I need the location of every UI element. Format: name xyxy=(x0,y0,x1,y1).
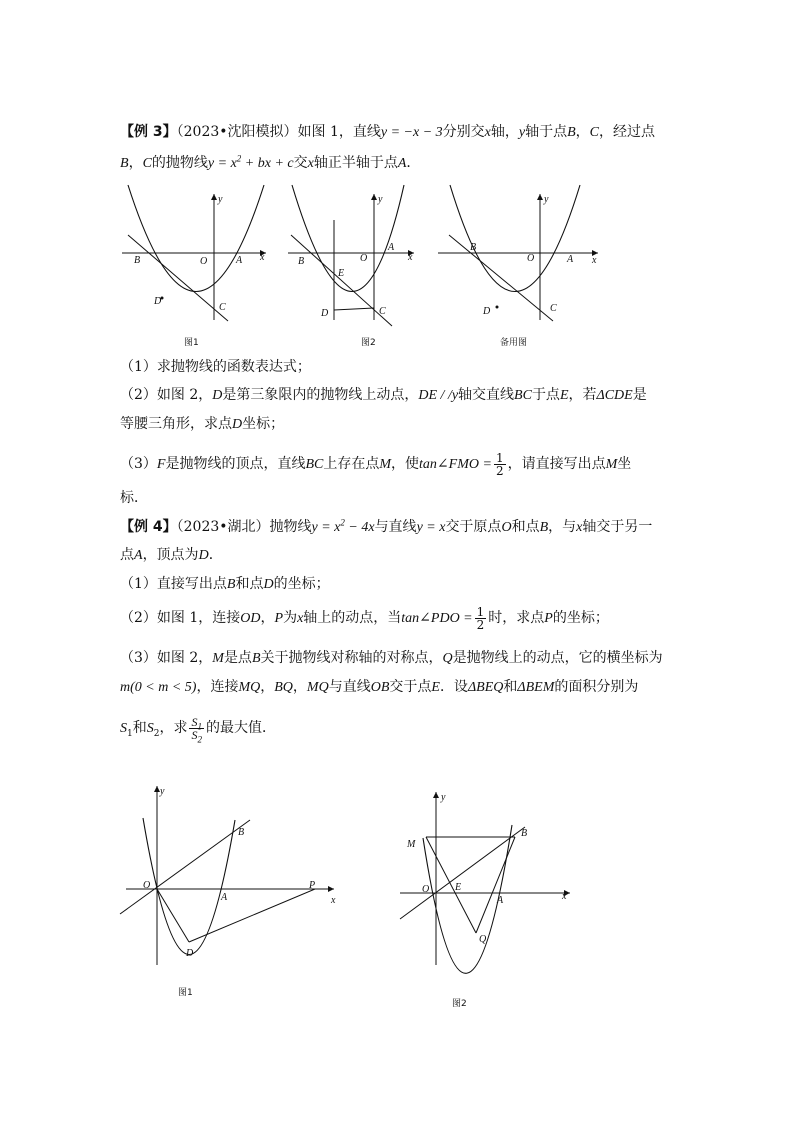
math: P xyxy=(274,611,284,626)
ex4-figure-2 xyxy=(400,792,570,1009)
text: 轴交于另一 xyxy=(582,519,653,535)
label-y: y xyxy=(160,786,165,797)
text: ，求 xyxy=(159,720,188,736)
segment-od xyxy=(157,889,189,942)
text: 的坐标； xyxy=(273,576,330,592)
label-b: B xyxy=(521,828,528,839)
text: 标． xyxy=(120,490,148,506)
label-b: B xyxy=(298,256,305,267)
label-y: y xyxy=(544,194,549,205)
denominator: 2 xyxy=(495,463,504,478)
label-x: x xyxy=(408,252,413,263)
math: A xyxy=(397,156,407,171)
exponent: 2 xyxy=(236,153,242,164)
label-o: O xyxy=(143,880,151,891)
math: S xyxy=(191,727,198,742)
label-d: D xyxy=(186,948,194,959)
text: ， xyxy=(128,155,143,171)
label-a: A xyxy=(236,255,243,266)
math: y = x xyxy=(311,520,341,535)
line-bc xyxy=(291,235,392,326)
caption-fig2: 图2 xyxy=(452,999,467,1009)
label-a: A xyxy=(221,892,228,903)
math: + bx + c xyxy=(244,156,294,171)
ex3-source: （2023•沈阳模拟） xyxy=(176,124,298,140)
text: （1）直接写出点 xyxy=(120,576,227,592)
math: S xyxy=(146,721,154,736)
text: 是抛物线上的动点，它的横坐标为 xyxy=(452,650,663,666)
math: x xyxy=(307,156,314,171)
y-arrow-icon xyxy=(211,194,217,200)
math: D xyxy=(232,417,243,432)
ex4-line-1 xyxy=(120,517,680,538)
ex4-source: （2023•湖北） xyxy=(176,519,270,535)
math-para-eq xyxy=(311,517,375,535)
text: ，若 xyxy=(568,387,597,403)
subscript: 2 xyxy=(153,728,160,739)
line-ob xyxy=(400,827,528,919)
text: 是抛物线的顶点，直线 xyxy=(165,456,306,472)
text: ，顶点为 xyxy=(142,547,199,563)
segment-dp xyxy=(189,889,315,942)
math: MQ xyxy=(238,680,261,695)
math: M xyxy=(605,457,618,472)
text: 分别交 xyxy=(442,124,485,140)
y-arrow-icon xyxy=(371,194,377,200)
math: y = x xyxy=(207,156,237,171)
ex4-line-2 xyxy=(120,545,680,566)
line-bc xyxy=(449,235,553,321)
math: tan∠FMO = xyxy=(419,457,492,472)
ex4-q1 xyxy=(120,574,680,595)
text: 关于抛物线对称轴的对称点， xyxy=(260,650,443,666)
text: 是 xyxy=(632,387,647,403)
label-c: C xyxy=(219,302,226,313)
label-c: C xyxy=(550,303,557,314)
denominator: 2 xyxy=(476,617,485,632)
math: D xyxy=(212,388,223,403)
math: C xyxy=(142,156,152,171)
math: D xyxy=(198,548,209,563)
text: 的最大值． xyxy=(205,720,276,736)
text: 和点 xyxy=(511,519,540,535)
label-a: A xyxy=(497,895,504,906)
label-o: O xyxy=(200,256,208,267)
label-d: D xyxy=(321,308,329,319)
label-o: O xyxy=(527,253,535,264)
ex3-tag: 【例 3】 xyxy=(120,124,177,140)
caption-fig2: 图2 xyxy=(361,338,376,348)
label-a: A xyxy=(567,254,574,265)
text: （2）如图 1，连接 xyxy=(120,610,241,626)
ex3-figure-backup xyxy=(438,185,598,348)
math-para-eq xyxy=(207,153,294,171)
label-d: D xyxy=(154,296,162,307)
text: 时，求点 xyxy=(488,610,545,626)
text: ， xyxy=(260,610,275,626)
text: ． xyxy=(406,155,421,171)
text: 和 xyxy=(503,679,518,695)
segment-mq xyxy=(426,837,476,933)
text: 交于点 xyxy=(389,679,432,695)
text: 交 xyxy=(293,155,308,171)
math: − 4x xyxy=(348,520,375,535)
math: tan∠PDO = xyxy=(401,611,473,626)
text: 与直线 xyxy=(328,679,371,695)
math-line-eq: y = −x − 3 xyxy=(380,125,443,140)
label-o: O xyxy=(422,884,430,895)
math: D xyxy=(263,577,274,592)
text: （1）求抛物线的函数表达式； xyxy=(120,359,311,375)
line-bc xyxy=(128,235,228,321)
denominator xyxy=(189,727,204,744)
math: x xyxy=(297,611,304,626)
ex4-q3-line3 xyxy=(120,713,680,744)
text: 于点 xyxy=(531,387,560,403)
math: ΔCDE xyxy=(596,388,633,403)
math: P xyxy=(544,611,553,626)
parabola xyxy=(128,185,264,292)
label-y: y xyxy=(441,792,446,803)
label-e: E xyxy=(338,268,345,279)
text: 上存在点 xyxy=(323,456,380,472)
text: ，使 xyxy=(391,456,420,472)
label-p: P xyxy=(309,880,316,891)
label-a: A xyxy=(388,242,395,253)
ex4-q2 xyxy=(120,603,680,634)
text: 坐 xyxy=(617,456,632,472)
math: BQ xyxy=(274,680,293,695)
text: ，请直接写出点 xyxy=(507,456,606,472)
text: 抛物线 xyxy=(269,519,312,535)
text: 轴正半轴于点 xyxy=(313,155,398,171)
math: x xyxy=(576,520,583,535)
label-d: D xyxy=(483,306,491,317)
text: 等腰三角形，求点 xyxy=(120,416,232,432)
ex4-q3-line1 xyxy=(120,648,680,669)
label-x: x xyxy=(562,891,567,902)
math: Q xyxy=(442,651,453,666)
ex3-q2-line2 xyxy=(120,414,680,435)
text: 和 xyxy=(132,720,147,736)
ex3-figures xyxy=(120,180,680,350)
y-arrow-icon xyxy=(433,792,439,798)
math: x xyxy=(484,125,491,140)
text: ． xyxy=(208,547,223,563)
math: E xyxy=(431,680,440,695)
text: 交于原点 xyxy=(445,519,502,535)
text: 轴， xyxy=(490,124,519,140)
math: y = x xyxy=(416,520,446,535)
label-b: B xyxy=(134,255,141,266)
ex3-q2-line1 xyxy=(120,385,680,406)
point-d xyxy=(496,306,499,309)
math: E xyxy=(559,388,569,403)
text: ，经过点 xyxy=(599,124,655,140)
segment-dc xyxy=(334,308,374,310)
label-x: x xyxy=(331,895,336,906)
text: ， xyxy=(260,679,275,695)
math: B xyxy=(539,520,549,535)
text: 的坐标； xyxy=(552,610,609,626)
numerator: 1 xyxy=(495,450,504,465)
line-ob xyxy=(120,820,250,914)
ex3-q3-line1 xyxy=(120,449,680,480)
text: 的面积分别为 xyxy=(554,679,639,695)
math: (0 < m < 5) xyxy=(130,680,197,695)
math: B xyxy=(251,651,261,666)
math: B xyxy=(567,125,576,140)
ex3-q1 xyxy=(120,357,680,377)
math: C xyxy=(589,125,599,140)
math: BC xyxy=(305,457,324,472)
caption-fig1: 图1 xyxy=(178,988,193,998)
text: 为 xyxy=(283,610,298,626)
text: 如图 1，直线 xyxy=(297,124,381,140)
math: O xyxy=(501,520,512,535)
text: ， xyxy=(575,124,590,140)
ex4-figures xyxy=(110,780,590,1020)
text: （2）如图 2， xyxy=(120,387,213,403)
fraction-half xyxy=(475,606,487,631)
label-m: M xyxy=(407,839,416,850)
label-x: x xyxy=(260,252,265,263)
caption-backup: 备用图 xyxy=(500,338,528,348)
math: M xyxy=(212,651,224,666)
parabola xyxy=(292,185,404,292)
text: ， xyxy=(292,679,307,695)
math: F xyxy=(156,457,166,472)
math: A xyxy=(134,548,143,563)
text: （3） xyxy=(120,456,157,472)
label-q: Q xyxy=(479,934,487,945)
text: 轴于点 xyxy=(525,124,568,140)
caption-fig1: 图1 xyxy=(184,338,199,348)
label-y: y xyxy=(218,194,223,205)
subscript: 1 xyxy=(127,728,133,739)
label-x: x xyxy=(592,255,597,266)
math: BC xyxy=(514,388,532,403)
subscript: 1 xyxy=(197,720,202,731)
ex3-figure-2 xyxy=(288,185,414,348)
text: 和点 xyxy=(235,576,264,592)
label-y: y xyxy=(378,194,383,205)
math: m xyxy=(120,680,131,695)
math: S xyxy=(120,721,127,736)
segment-bq xyxy=(476,837,515,933)
math: OD xyxy=(240,611,261,626)
fraction-half xyxy=(494,452,506,477)
ex3-q3-line2 xyxy=(120,488,680,508)
label-b: B xyxy=(238,827,245,838)
label-o: O xyxy=(360,253,368,264)
text: （3）如图 2， xyxy=(120,650,213,666)
math: DE / /y xyxy=(418,388,459,403)
ex3-line-1 xyxy=(120,122,680,143)
exponent: 2 xyxy=(340,517,345,528)
math: B xyxy=(226,577,236,592)
ex4-q3-line2 xyxy=(120,677,680,698)
text: 轴交直线 xyxy=(458,387,515,403)
fraction-s1-s2 xyxy=(189,714,204,744)
math: ΔBEM xyxy=(517,680,555,695)
math: S xyxy=(191,714,198,729)
math: OB xyxy=(370,680,390,695)
text: 是点 xyxy=(223,650,252,666)
math: y xyxy=(518,125,526,140)
ex4-tag: 【例 4】 xyxy=(120,519,177,535)
y-arrow-icon xyxy=(537,194,543,200)
ex3-figure-1 xyxy=(122,185,266,348)
x-arrow-icon xyxy=(328,886,334,892)
text: 是第三象限内的抛物线上动点， xyxy=(222,387,419,403)
math: MQ xyxy=(306,680,329,695)
ex3-line-2 xyxy=(120,153,680,174)
math: B xyxy=(120,156,129,171)
parabola xyxy=(450,185,580,292)
label-b: B xyxy=(470,242,477,253)
numerator: 1 xyxy=(476,604,485,619)
text: 与直线 xyxy=(374,519,417,535)
math: ΔBEQ xyxy=(467,680,504,695)
text: 的抛物线 xyxy=(151,155,208,171)
text: 点 xyxy=(120,547,134,563)
text: ，连接 xyxy=(196,679,239,695)
text: ，与 xyxy=(548,519,577,535)
math: M xyxy=(379,457,392,472)
ex4-figure-1 xyxy=(120,786,336,998)
text: ．设 xyxy=(439,679,468,695)
text: 坐标； xyxy=(242,416,285,432)
text: 轴上的动点，当 xyxy=(303,610,402,626)
subscript: 2 xyxy=(197,733,202,744)
label-c: C xyxy=(379,306,386,317)
label-e: E xyxy=(455,882,462,893)
